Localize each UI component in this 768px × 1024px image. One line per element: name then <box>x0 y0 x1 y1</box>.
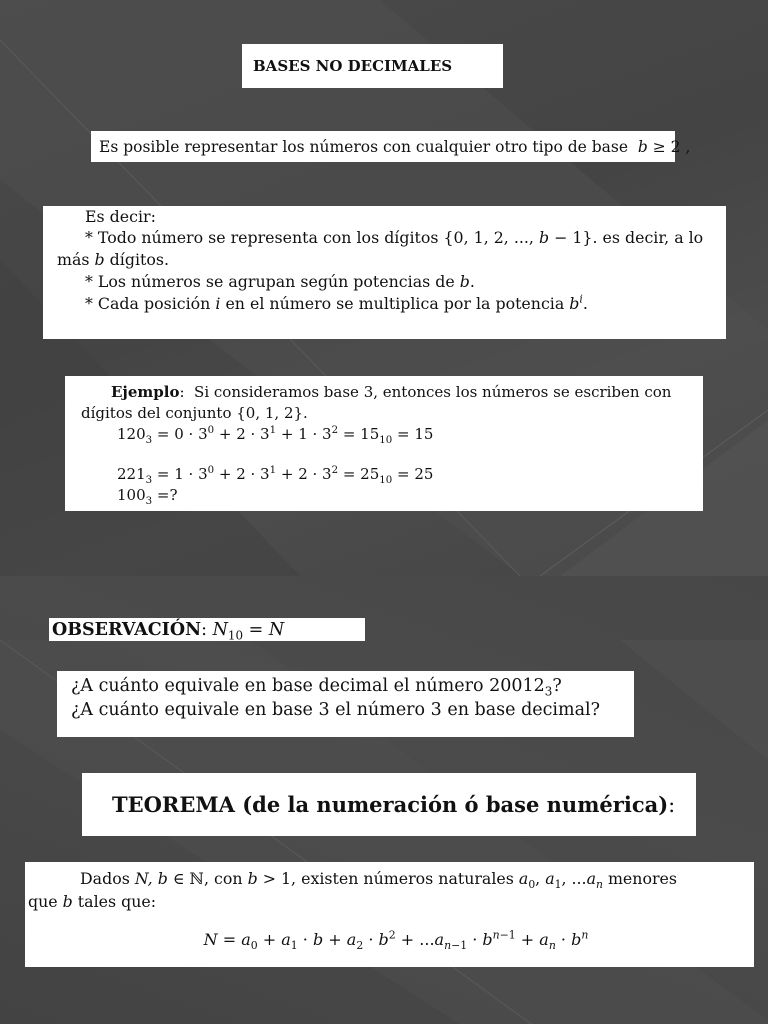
ejemplo-line-2: dígitos del conjunto {0, 1, 2}. <box>81 404 308 422</box>
ejemplo-equation-3: $100_3$ =? <box>117 486 178 507</box>
ejemplo-label: Ejemplo <box>111 383 180 401</box>
es-decir-line-3: * Los números se agrupan según potencias de b. <box>85 272 475 291</box>
slide-title-text: BASES NO DECIMALES <box>253 57 453 75</box>
es-decir-heading: Es decir: <box>85 207 156 226</box>
ejemplo-box <box>65 376 703 511</box>
es-decir-line-1: * Todo número se representa con los dígitos {0, 1, 2, ..., b − 1}. es decir, a lo <box>85 228 704 247</box>
observacion-formula: : $N_{10} = N$ <box>201 619 285 642</box>
intro-text <box>91 131 691 162</box>
question-1: ¿A cuánto equivale en base decimal el número $20012_3$? <box>71 676 562 699</box>
es-decir-line-2: más b dígitos. <box>57 250 169 269</box>
observacion-label: OBSERVACIÓN <box>52 619 202 640</box>
slide-title <box>242 44 503 88</box>
teorema-box <box>82 773 696 836</box>
teorema-colon: : <box>668 792 676 817</box>
es-decir-line-4: * Cada posición i en el número se multiplica por la potencia $b^i$. <box>85 292 588 313</box>
dados-box <box>25 862 754 967</box>
intro-sentence: Es posible representar los números con cualquier otro tipo de base b ≥ 2 , <box>99 137 691 156</box>
questions-box <box>57 671 634 737</box>
observacion-box <box>49 618 365 641</box>
ejemplo-equation-2: $221_3 = 1 \cdot 3^0 + 2 \cdot 3^1 + 2 \cdot 3^2 = 25_{10} = 25$ <box>117 465 434 486</box>
ejemplo-line-1: Ejemplo: Si consideramos base 3, entonces los números se escriben con <box>111 383 672 401</box>
theorem-formula: $N = a_0 + a_1 \cdot b + a_2 \cdot b^2 + ...a_{n-1} \cdot b^{n-1} + a_n \cdot b^n$ <box>203 928 589 953</box>
teorema-title: TEOREMA (de la numeración ó base numérica) <box>112 792 669 817</box>
es-decir-box <box>43 206 726 339</box>
ejemplo-equation-1: $120_3 = 0 \cdot 3^0 + 2 \cdot 3^1 + 1 \cdot 3^2 = 15_{10} = 15$ <box>117 425 434 446</box>
question-2: ¿A cuánto equivale en base 3 el número 3 en base decimal? <box>71 700 601 720</box>
dados-line-1: Dados N, b ∈ ℕ, con b > 1, existen números naturales $a_0$, $a_1$, $...a_n$ menores <box>80 869 677 892</box>
dados-line-2: que b tales que: <box>28 892 157 911</box>
